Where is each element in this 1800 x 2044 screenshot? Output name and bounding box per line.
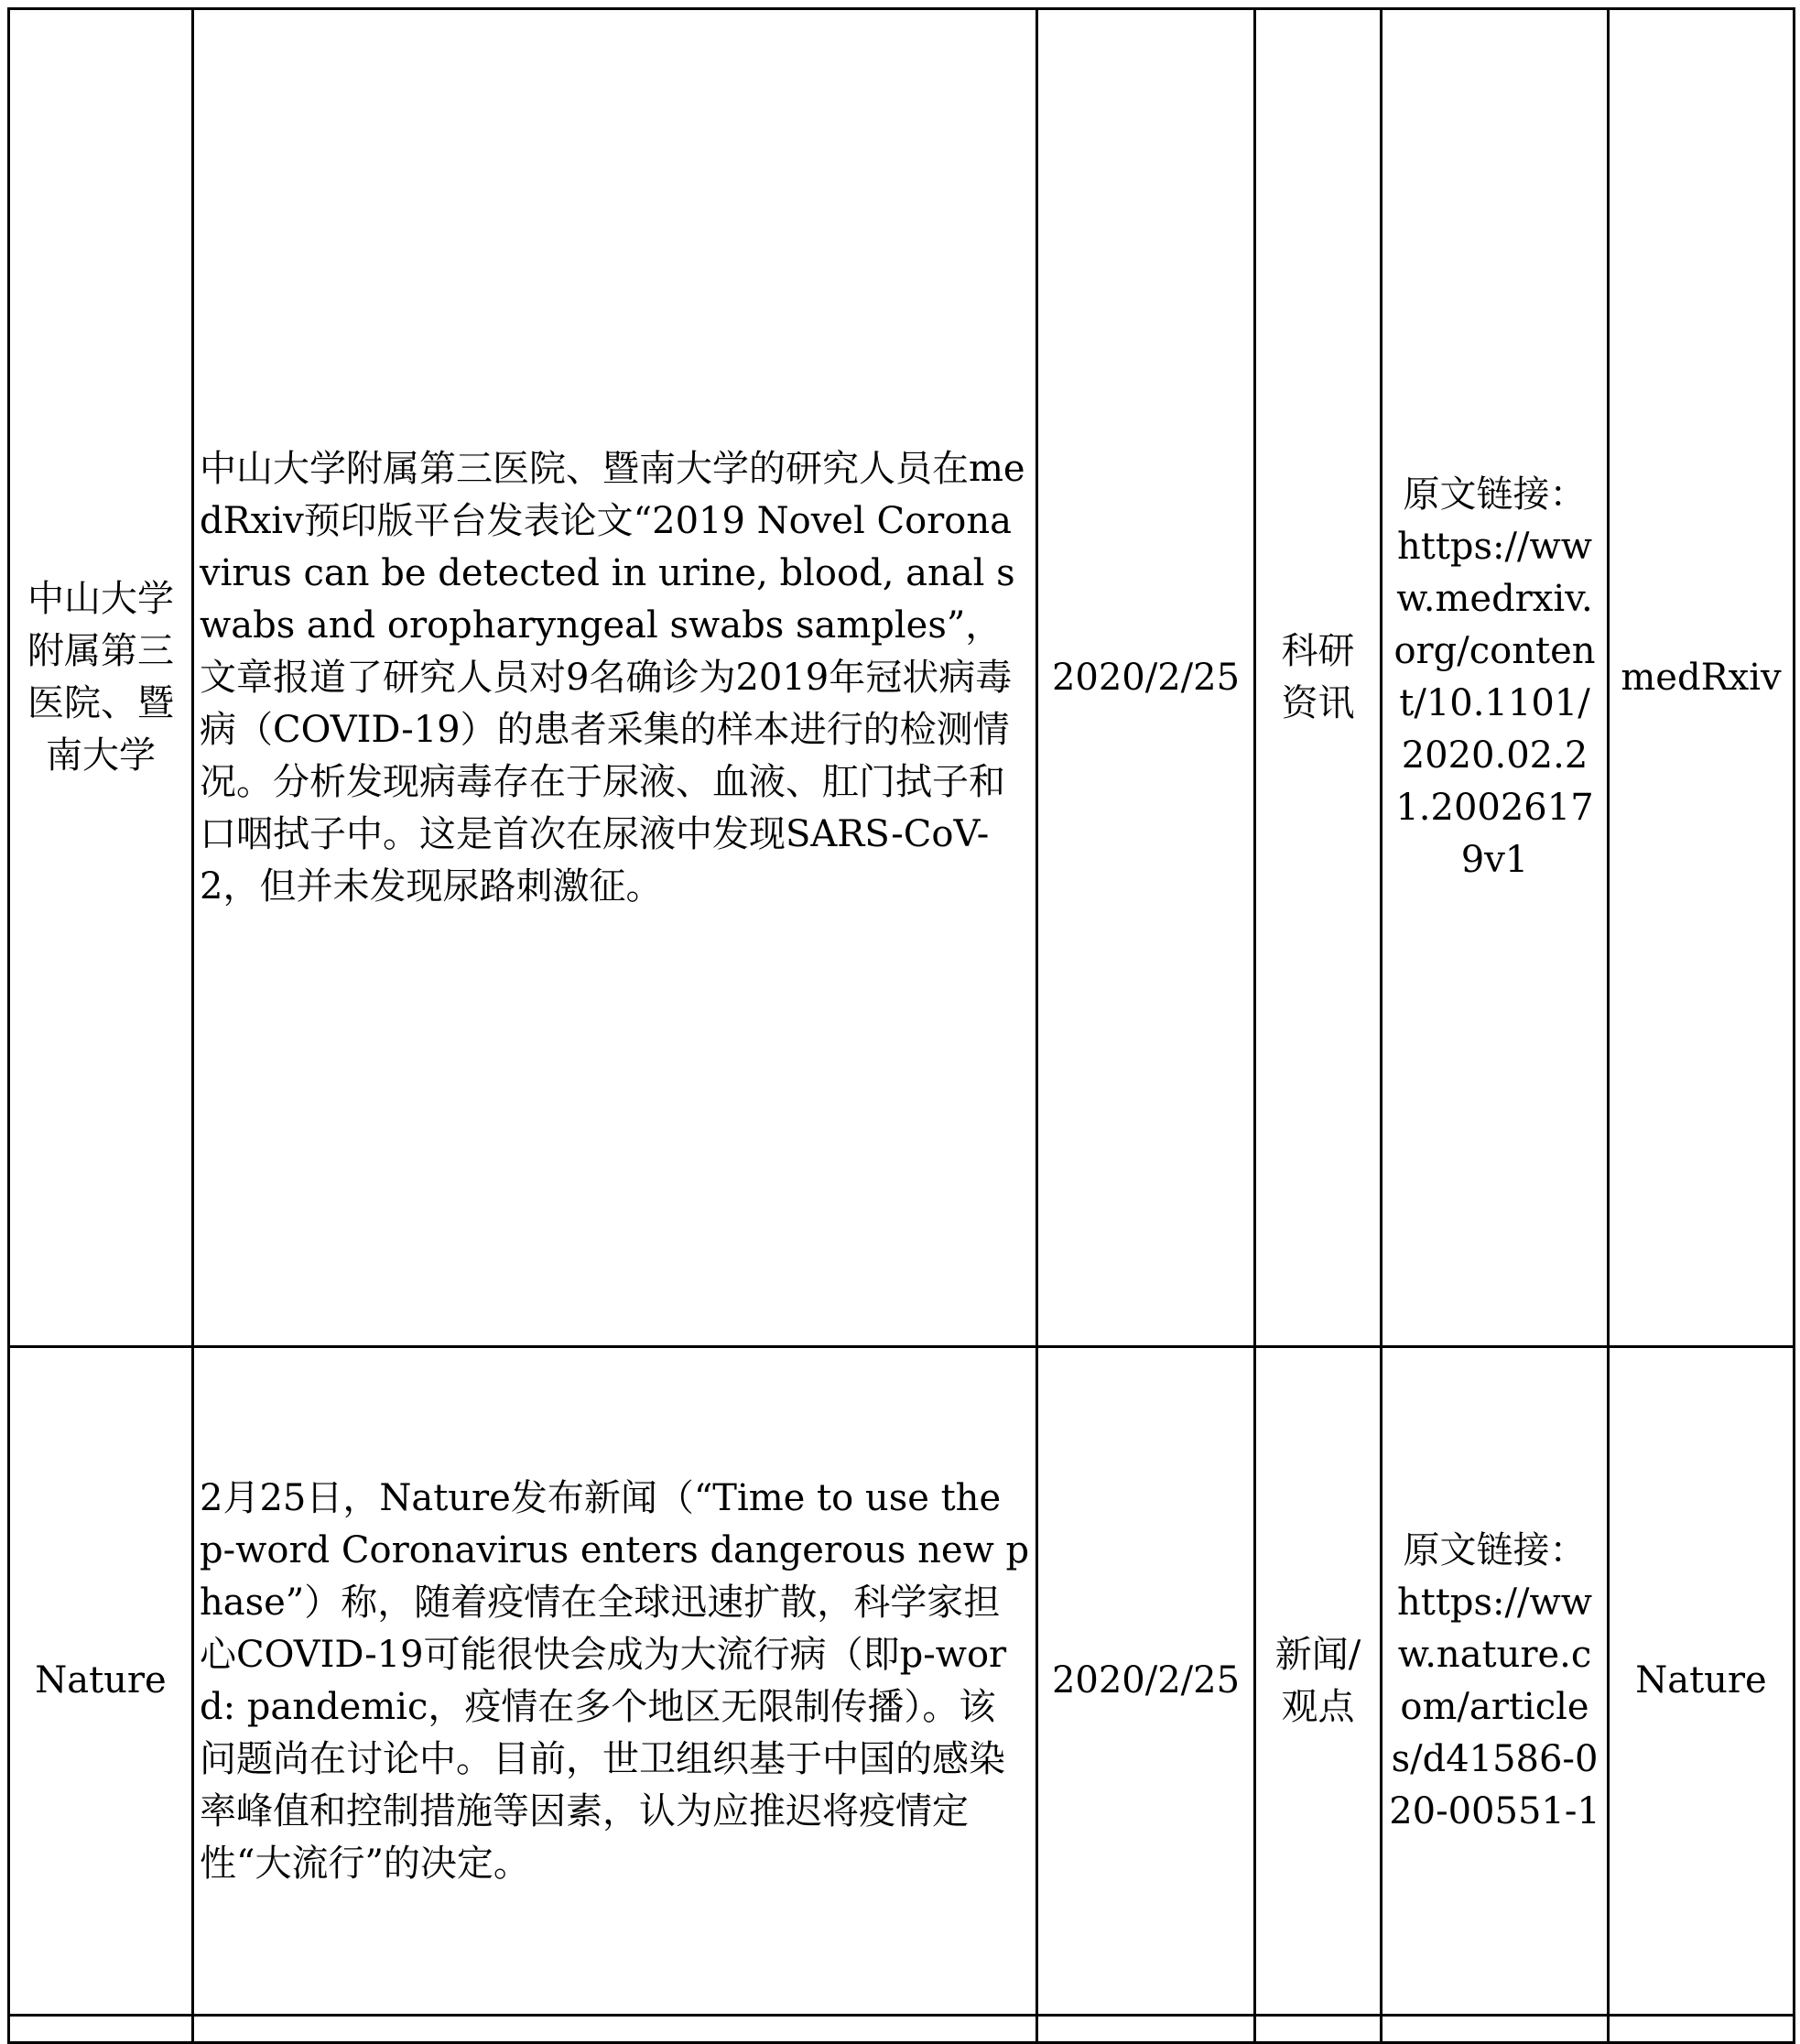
link-label: 原文链接： (1403, 1528, 1587, 1571)
link-label: 原文链接： (1403, 473, 1587, 516)
date-cell: 2020/2/25 (1037, 9, 1255, 1347)
table-row (9, 1347, 1795, 2016)
news-table (7, 7, 1795, 2044)
empty-cell (9, 2016, 193, 2043)
table-row (9, 9, 1795, 1347)
empty-cell (1382, 2016, 1609, 2043)
link-cell (1382, 9, 1609, 1347)
summary-cell: 中山大学附属第三医院、暨南大学的研究人员在medRxiv预印版平台发表论文“2019 Novel Coronavirus can be detected in urine, blood, anal swabs and oropharyngeal swabs samples”， 文章报道了研究人员对9名确诊为2019年冠状病毒病（COVID-19）的患者采集的样本进行的检测情况。分析发现病毒存在于尿液、血液、肛门拭子和口咽拭子中。这是首次在尿液中发现SARS-CoV-2，但并未发现尿路刺激征。 (193, 9, 1037, 1347)
empty-cell (1255, 2016, 1382, 2043)
empty-cell (1609, 2016, 1795, 2043)
type-cell: 新闻/观点 (1255, 1347, 1382, 2016)
source-cell: 中山大学附属第三医院、暨南大学 (9, 9, 193, 1347)
source-cell: Nature (9, 1347, 193, 2016)
type-cell: 科研资讯 (1255, 9, 1382, 1347)
date-cell: 2020/2/25 (1037, 1347, 1255, 2016)
table-row (9, 2016, 1795, 2043)
source-link[interactable]: https://www.medrxiv.org/content/10.1101/2020.02.21.20026179v1 (1393, 526, 1596, 881)
empty-cell (193, 2016, 1037, 2043)
empty-cell (1037, 2016, 1255, 2043)
summary-cell: 2月25日，Nature发布新闻（“Time to use the p-word Coronavirus enters dangerous new phase”）称，随着疫情在全球迅速扩散，科学家担心COVID-19可能很快会成为大流行病（即p-word: pandemic，疫情在多个地区无限制传播）。该问题尚在讨论中。目前，世卫组织基于中国的感染率峰值和控制措施等因素，认为应推迟将疫情定性“大流行”的决定。 (193, 1347, 1037, 2016)
publisher-cell: medRxiv (1609, 9, 1795, 1347)
source-link[interactable]: https://www.nature.com/articles/d41586-020-00551-1 (1389, 1581, 1600, 1832)
publisher-cell: Nature (1609, 1347, 1795, 2016)
link-cell (1382, 1347, 1609, 2016)
